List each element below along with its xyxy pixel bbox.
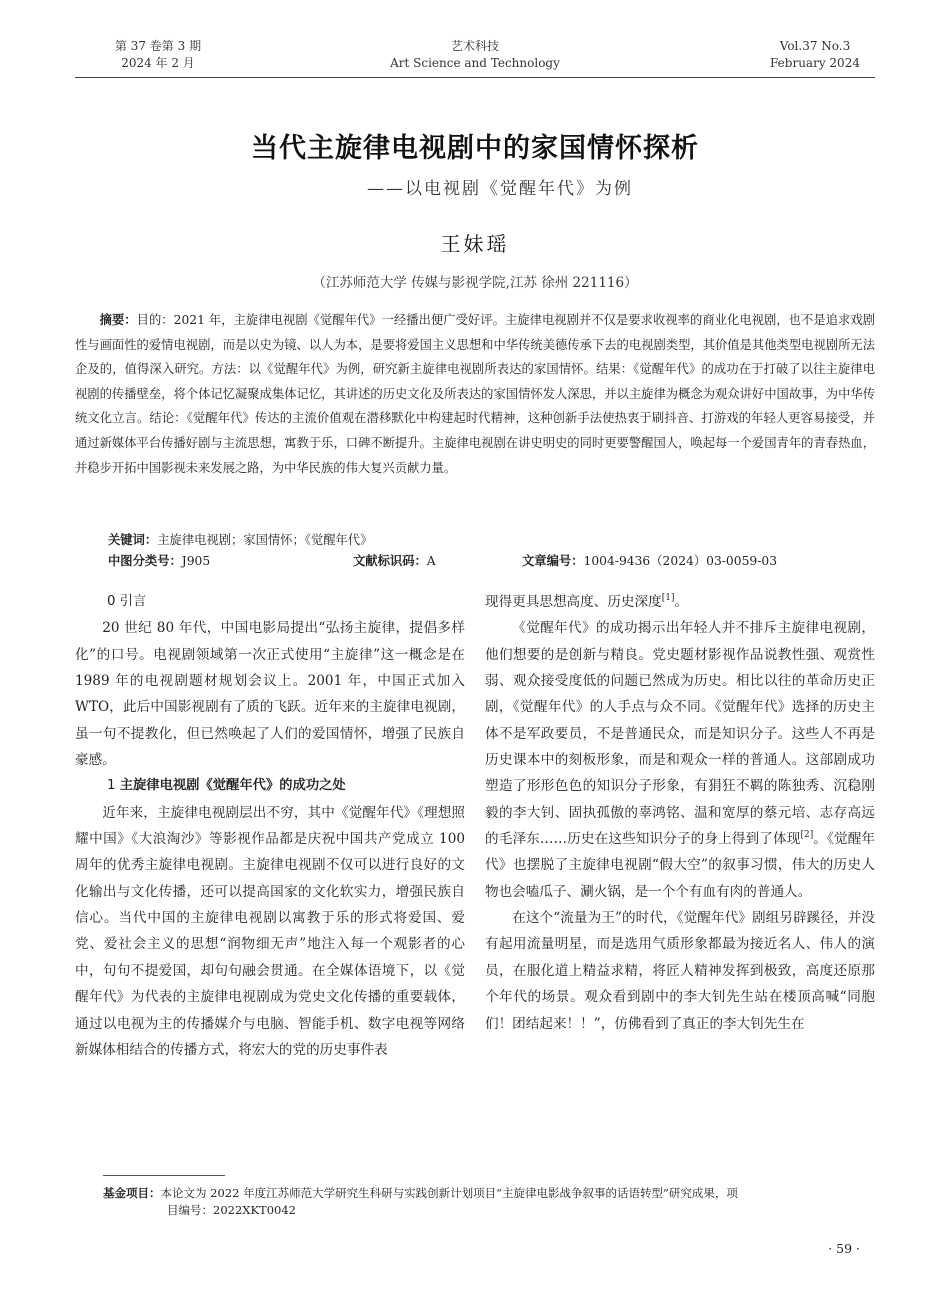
clc-number (108, 551, 210, 571)
section-1-number: 1 (107, 778, 120, 794)
volume-en-line: Vol.37 No.3 (779, 39, 851, 53)
section-1-paragraph: 近年来，主旋律电视剧层出不穷，其中《觉醒年代》《理想照耀中国》《大浪淘沙》等影视作品都是庆祝中国共产党成立 100 周年的优秀主旋律电视剧。主旋律电视剧不仅可以进行良好的文化输出与文化传播，还可以提高国家的文化软实力，增强民族自信心。当代中国的主旋律电视剧以寓教于乐的形式将爱国、爱党、爱社会主义的思想“润物细无声”地注入每一个观影者的心中，句句不提爱国，却句句融会贯通。在全媒体语境下，以《觉醒年代》为代表的主旋律电视剧成为党史文化传播的重要载体，通过以电视为主的传播媒介与电脑、智能手机、数字电视等网络新媒体相结合的传播方式，将宏大的党的历史事件表 (75, 804, 465, 1058)
funding-footnote (103, 1185, 878, 1219)
journal-name-en: Art Science and Technology (390, 56, 560, 70)
section-1-title: 主旋律电视剧《觉醒年代》的成功之处 (119, 778, 346, 794)
footnote-text-2: 目编号：2022XKT0042 (167, 1203, 296, 1217)
article-no-label: 文章编号： (522, 554, 584, 568)
page-number: · 59 · (828, 1241, 860, 1256)
continued-end: 。 (674, 594, 689, 610)
footnote-line-1 (103, 1185, 878, 1202)
abstract-text: 目的：2021 年，主旋律电视剧《觉醒年代》一经播出便广受好评。主旋律电视剧并不仅是要求收视率的商业化电视剧，也不是追求戏剧性与画面性的爱情电视剧，而是以史为镜、以人为本，是要将爱国主义思想和中华传统美德传承下去的电视剧类型，其价值是其他类型电视剧所无法企及的，值得深入研究。方法：以《觉醒年代》为例，研究新主旋律电视剧所表达的家国情怀。结果：《觉醒年代》的成功在于打破了以往主旋律电视剧的传播壁垒，将个体记忆凝聚成集体记忆，其讲述的历史文化及所表达的家国情怀发人深思，并以主旋律为概念为观众讲好中国故事，为中华传统文化立言。结论：《觉醒年代》传达的主流价值观在潜移默化中构建起时代精神，这种创新手法使热衷于刷抖音、打游戏的年轻人更容易接受，并通过新媒体平台传播好剧与主流思想，寓教于乐，口碑不断提升。主旋律电视剧在讲史明史的同时更要警醒国人，唤起每一个爱国青年的青春热血，并稳步开拓中国影视未来发展之路，为中华民族的伟大复兴贡献力量。 (75, 313, 875, 475)
abstract (75, 308, 875, 480)
article-number (522, 551, 777, 571)
abstract-label: 摘要： (99, 313, 137, 327)
body-column-right (485, 589, 875, 1037)
keywords (108, 530, 372, 550)
body-column-left (75, 589, 465, 1063)
citation-2[interactable]: [2] (800, 830, 814, 841)
article-title: 当代主旋律电视剧中的家国情怀探析 (251, 133, 699, 164)
continued-text: 现得更具思想高度、历史深度 (485, 594, 662, 610)
keywords-label: 关键词： (108, 533, 158, 547)
volume-issue-line: 第 37 卷第 3 期 (114, 39, 202, 53)
paragraph-awakening-success (485, 615, 875, 905)
author-name: 王妹瑶 (440, 232, 510, 256)
footnote-label: 基金项目： (103, 1186, 161, 1200)
author-affiliation: （江苏师范大学 传媒与影视学院,江苏 徐州 221116） (312, 275, 638, 291)
paragraph-text-b: 。《觉醒年代》也摆脱了主旋律电视剧“假大空”的叙事习惯，伟大的历史人物也会嗑瓜子、涮火锅，是一个个有血有肉的普通人。 (485, 831, 876, 900)
article-no-value: 1004-9436（2024）03-0059-03 (583, 554, 778, 568)
footnote-divider (103, 1175, 225, 1176)
issue-date-line: 2024 年 2 月 (121, 56, 195, 70)
doc-code-value: A (426, 554, 436, 568)
continued-paragraph (485, 589, 875, 615)
section-1-heading (75, 773, 465, 799)
header-divider (75, 77, 875, 78)
section-0-paragraph: 20 世纪 80 年代，中国电影局提出“弘扬主旋律，提倡多样化”的口号。电视剧领域第一次正式使用“主旋律”这一概念是在 1989 年的电视剧题材规划会议上。2001 年，中国正式加入 WTO，此后中国影视剧有了质的飞跃。近年来的主旋律电视剧，虽一句不提教化，但已然唤起了人们的爱国情怀，增强了民族自豪感。 (75, 620, 465, 769)
paragraph-traffic-era: 在这个“流量为王”的时代，《觉醒年代》剧组另辟蹊径，并没有起用流量明星，而是选用气质形象都最为接近名人、伟人的演员，在服化道上精益求精，将匠人精神发挥到极致，高度还原那个年代的场景。观众看到剧中的李大钊先生站在楼顶高喊“同胞们！团结起来！！”，仿佛看到了真正的李大钊先生在 (485, 910, 875, 1032)
section-0-heading: 0 引言 (107, 594, 147, 609)
doc-code-label: 文献标识码： (353, 554, 427, 568)
footnote-text-1: 本论文为 2022 年度江苏师范大学研究生科研与实践创新计划项目“主旋律电影战争叙事的话语转型”研究成果，项 (160, 1186, 738, 1200)
document-code (353, 551, 436, 571)
date-en-line: February 2024 (770, 56, 860, 70)
journal-name (350, 38, 600, 72)
paragraph-text-a: 《觉醒年代》的成功揭示出年轻人并不排斥主旋律电视剧，他们想要的是创新与精良。党史题材影视作品说教性强、观赏性弱、观众接受度低的问题已然成为历史。相比以往的革命历史正剧，《觉醒年代》的人手点与众不同。《觉醒年代》选择的历史主体不是军政要员，不是普通民众，而是知识分子。这些人不再是历史课本中的刻板形象，而是和观众一样的普通人。这部剧成功塑造了形形色色的知识分子形象，有狷狂不羁的陈独秀、沉稳刚毅的李大钊、固执孤傲的辜鸿铭、温和宽厚的蔡元培、志存高远的毛泽东……历史在这些知识分子的身上得到了体现 (485, 620, 875, 848)
clc-value: J905 (181, 554, 211, 568)
journal-volume-issue (103, 38, 213, 72)
journal-volume-en (760, 38, 870, 72)
article-subtitle: ——以电视剧《觉醒年代》为例 (367, 179, 633, 199)
clc-label: 中图分类号： (108, 554, 182, 568)
keywords-text: 主旋律电视剧；家国情怀；《觉醒年代》 (157, 533, 373, 547)
citation-1[interactable]: [1] (661, 593, 675, 603)
journal-name-cn: 艺术科技 (450, 39, 499, 53)
article-metadata (108, 551, 878, 573)
